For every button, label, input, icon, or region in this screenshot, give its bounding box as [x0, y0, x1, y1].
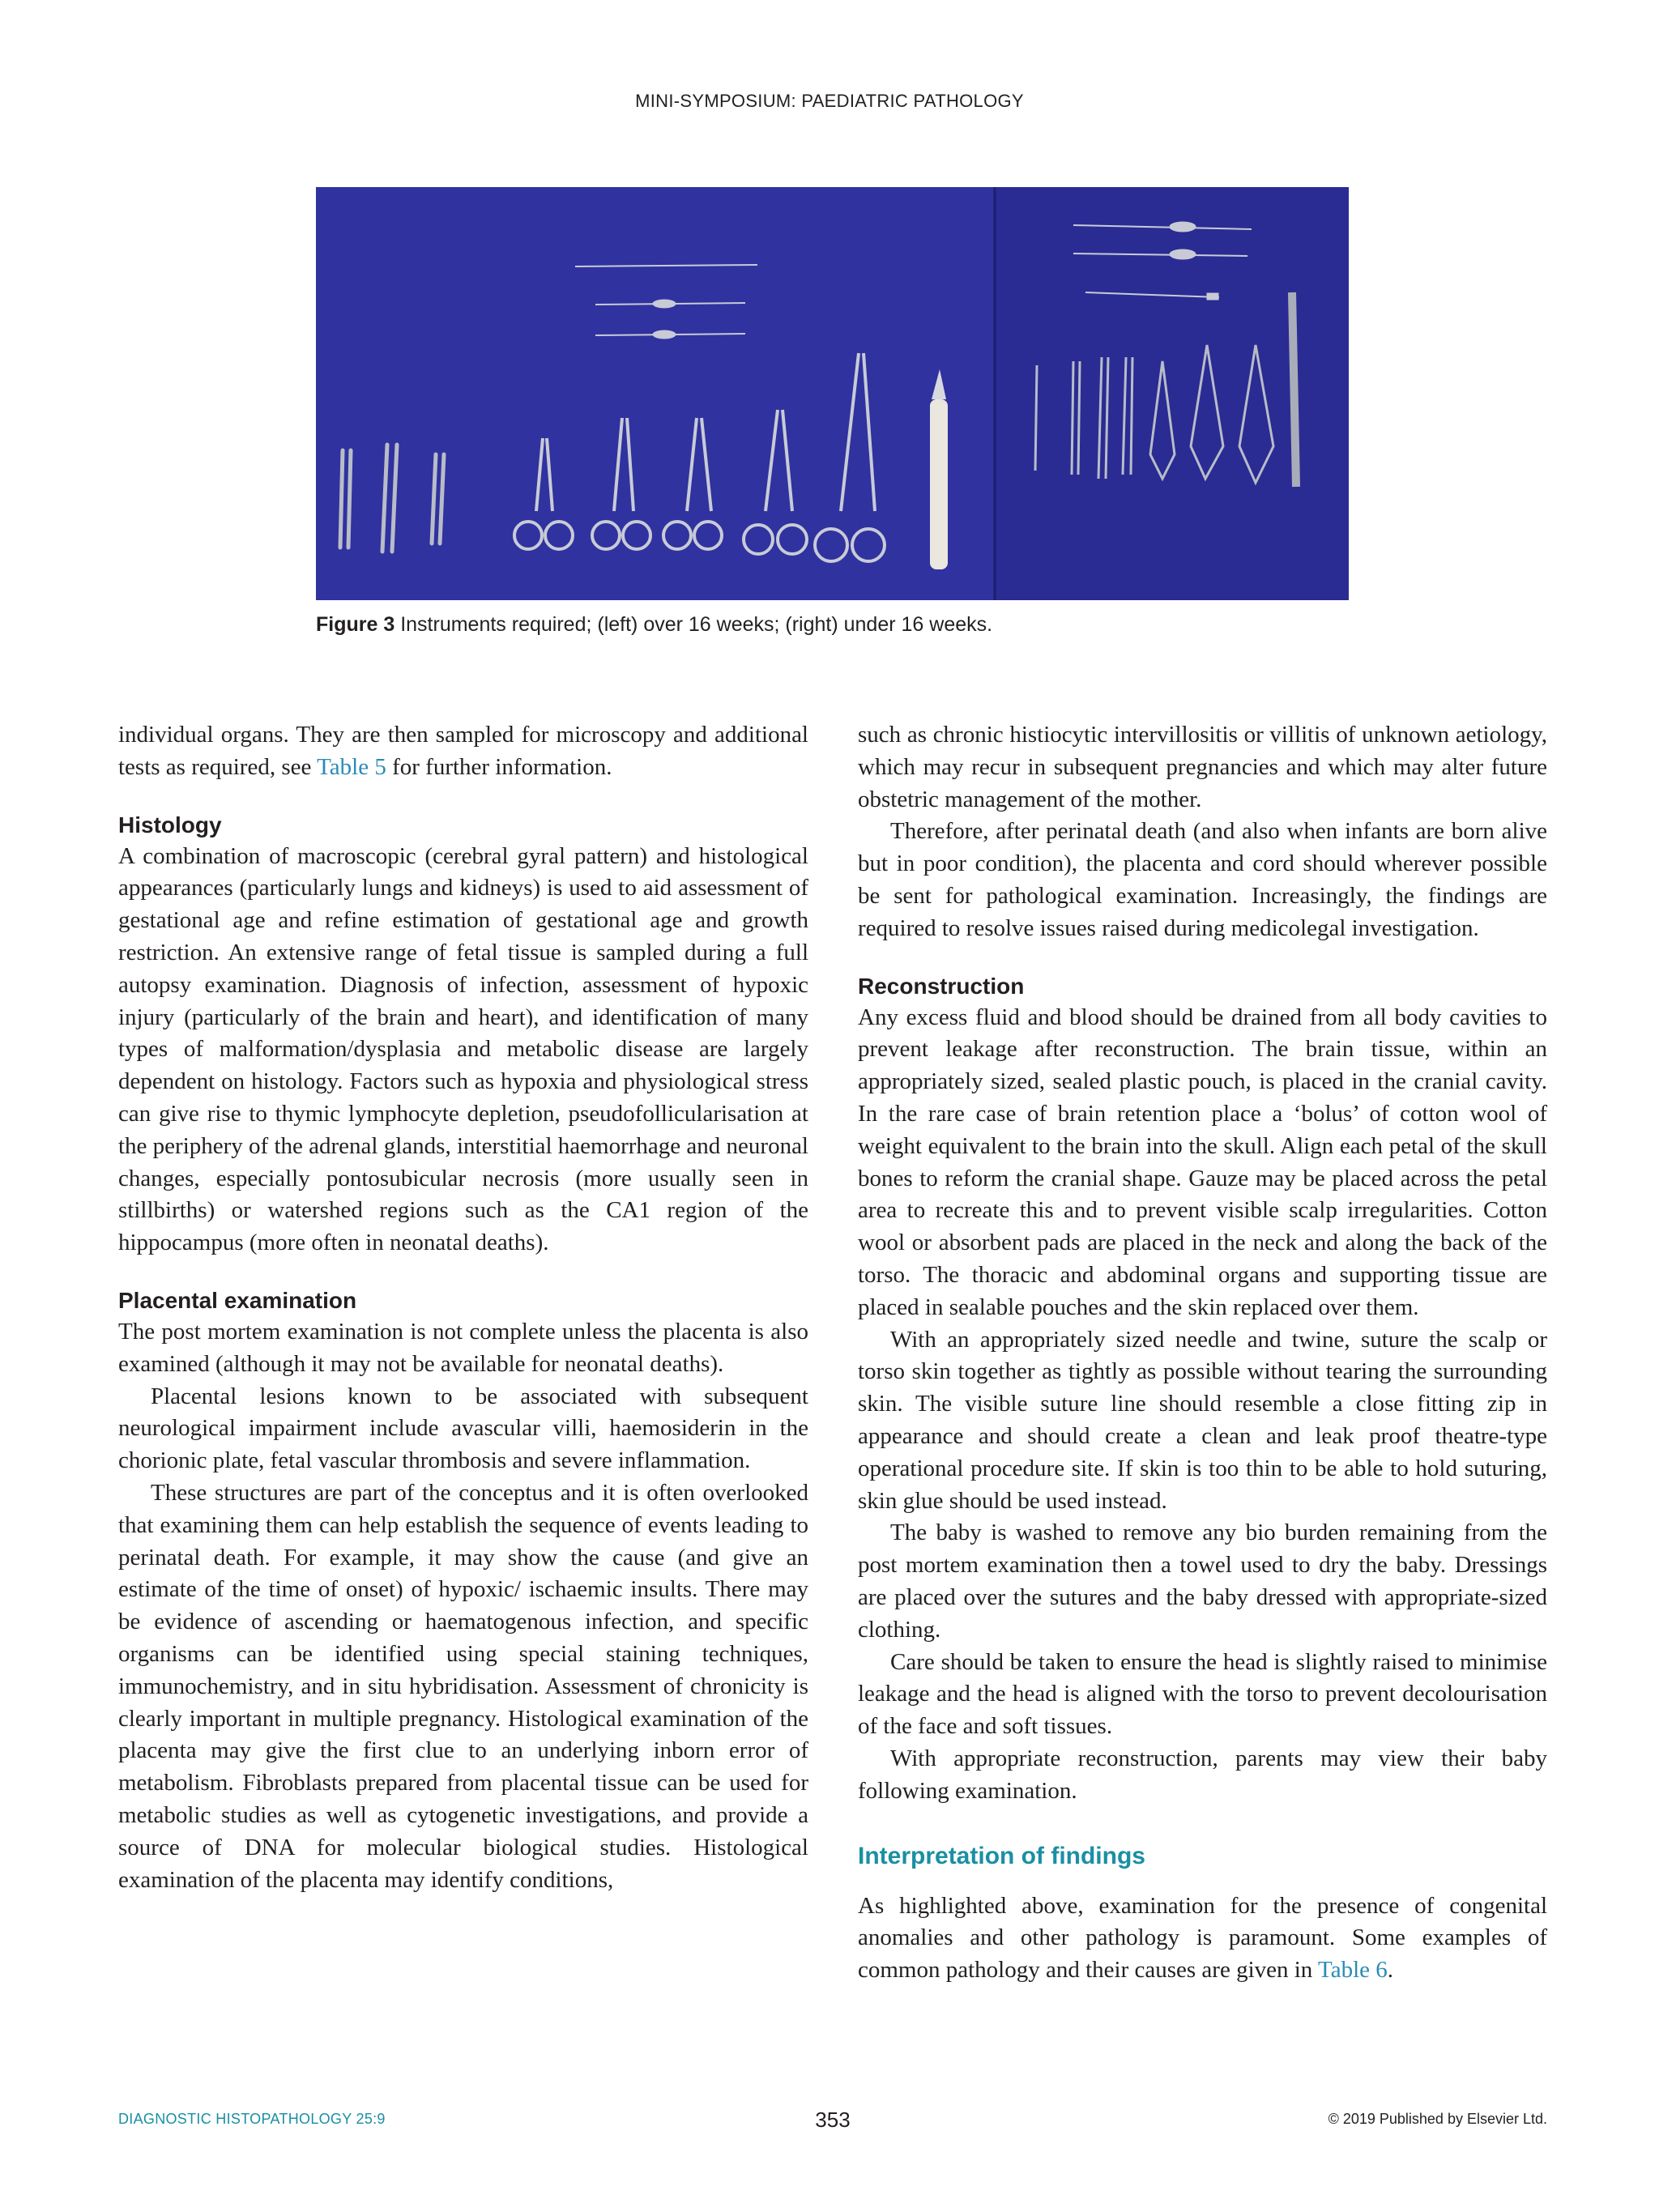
page-number: 353 [815, 2108, 851, 2132]
paragraph-text: individual organs. They are then sampled for microscopy and additional tests as required, see [118, 722, 808, 780]
probe-grip [653, 330, 676, 339]
table-6-link[interactable]: Table 6 [1318, 1957, 1388, 1984]
heading-interpretation-of-findings: Interpretation of findings [858, 1842, 1145, 1869]
heading-reconstruction: Reconstruction [858, 973, 1025, 999]
paragraph-interpretation [858, 1890, 1547, 1987]
paragraph-reconstruction-4: Care should be taken to ensure the head is slightly raised to minimise leakage and the head is aligned with the torso to prevent decolourisation of the face and soft tissues. [858, 1648, 1547, 1740]
instruments-illustration [316, 187, 1349, 600]
scalpel-handle [1292, 292, 1296, 487]
paragraph-reconstruction-2: With an appropriately sized needle and twine, suture the scalp or torso skin together as tightly as possible without tearing the surrounding skin. The visible suture line should resemble a close fitting zip in appearance and should create a clean and leak proof theatre-type operational procedure site. If skin is too thin to be able to hold suturing, skin glue should be used instead. [858, 1326, 1547, 1514]
heading-placental-examination: Placental examination [118, 1287, 357, 1313]
fine-forceps [1035, 365, 1037, 471]
running-head: MINI-SYMPOSIUM: PAEDIATRIC PATHOLOGY [635, 91, 1024, 111]
paragraph-reconstruction-5: With appropriate reconstruction, parents may view their baby following examination. [858, 1745, 1547, 1804]
copyright: © 2019 Published by Elsevier Ltd. [1328, 2111, 1547, 2127]
figure-caption-text: Instruments required; (left) over 16 weeks; (right) under 16 weeks. [400, 613, 993, 636]
probe-tip [1207, 293, 1218, 300]
figure-caption [316, 613, 1369, 637]
probe-grip [1170, 222, 1196, 232]
paragraph-reconstruction-3: The baby is washed to remove any bio burden remaining from the post mortem examination then a towel used to dry the baby. Dressings are placed over the sutures and the baby dressed with appropriate-sized clothing. [858, 1519, 1547, 1643]
page-footer [118, 2108, 1547, 2132]
probe-grip [653, 300, 676, 308]
left-drape [316, 187, 996, 600]
journal-name: DIAGNOSTIC HISTOPATHOLOGY 25:9 [118, 2111, 386, 2127]
figure-label: Figure 3 [316, 613, 395, 636]
paragraph-text: for further information. [386, 753, 612, 780]
paragraph-continuation: such as chronic histiocytic intervillositis or villitis of unknown aetiology, which may recur in subsequent pregnancies and which may alter future obstetric management of the mother. [858, 722, 1547, 812]
paragraph-placental-3: These structures are part of the conceptus and it is often overlooked that examining them can help establish the sequence of events leading to perinatal death. For example, it may show the cause (and give an estimate of the time of onset) of hypoxic/ ischaemic insults. There may be evidence of ascending or haematogenous infection, and specific organisms can be identified using special staining techniques, immunochemistry, and in situ hybridisation. Assessment of chronicity is clearly important in multiple pregnancy. Histological examination of the placenta may give the first clue to an underlying inborn error of metabolism. Fibroblasts prepared from placental tissue can be used for metabolic studies as well as cytogenetic investigations, and provide a source of DNA for molecular biological studies. Histological examination of the placenta may identify conditions, [118, 1479, 808, 1893]
paragraph-histology: A combination of macroscopic (cerebral gyral pattern) and histological appearances (particularly lungs and kidneys) is used to aid assessment of gestational age and refine estimation of gestational age and growth restriction. An extensive range of fetal tissue is sampled during a full autopsy examination. Diagnosis of infection, assessment of hypoxic injury (particularly of the brain and heart), and identification of many types of malformation/dysplasia and metabolic disease are largely dependent on histology. Factors such as hypoxia and physiological stress can give rise to thymic lymphocyte depletion, pseudofollicularisation at the periphery of the adrenal glands, interstitial haemorrhage and neuronal changes, especially pontosubicular necrosis (more usually seen in stillbirths) or watershed regions such as the CA1 region of the hippocampus (more often in neonatal deaths). [118, 842, 808, 1256]
paragraph-text: . [1387, 1957, 1394, 1984]
paragraph-therefore: Therefore, after perinatal death (and also when infants are born alive but in poor condition), the placenta and cord should wherever possible be sent for pathological examination. Increasingly, the findings are required to resolve issues raised during medicolegal investigation. [858, 818, 1547, 941]
probe-grip [1170, 249, 1196, 259]
paragraph-text: As highlighted above, examination for the presence of congenital anomalies and other pathology is paramount. Some examples of common pathology and their causes are given in [858, 1892, 1547, 1984]
paragraph-organs [118, 719, 808, 784]
paragraph-placental-2: Placental lesions known to be associated with subsequent neurological impairment include avascular villi, haemosiderin in the chorionic plate, fetal vascular thrombosis and severe inflammation. [118, 1383, 808, 1474]
figure-3-photo [316, 187, 1349, 600]
heading-histology: Histology [118, 812, 222, 837]
paragraph-reconstruction-1: Any excess fluid and blood should be drained from all body cavities to prevent leakage after reconstruction. The brain tissue, within an appropriately sized, sealed plastic pouch, is placed in the cranial cavity. In the rare case of brain retention place a ‘bolus’ of cotton wool of weight equivalent to the brain into the skull. Align each petal of the skull bones to reform the cranial shape. Gauze may be placed across the petal area to recreate this and to prevent visible scalp irregularities. Cotton wool or absorbent pads are placed in the neck and along the back of the torso. The thoracic and abdominal organs and supporting tissue are placed in sealable pouches and the skin replaced over them. [858, 1004, 1547, 1320]
left-column [118, 719, 808, 1896]
table-5-link[interactable]: Table 5 [317, 753, 386, 780]
paragraph-placental-1: The post mortem examination is not complete unless the placenta is also examined (although it may not be available for neonatal deaths). [118, 1318, 808, 1377]
right-column [858, 719, 1547, 1987]
